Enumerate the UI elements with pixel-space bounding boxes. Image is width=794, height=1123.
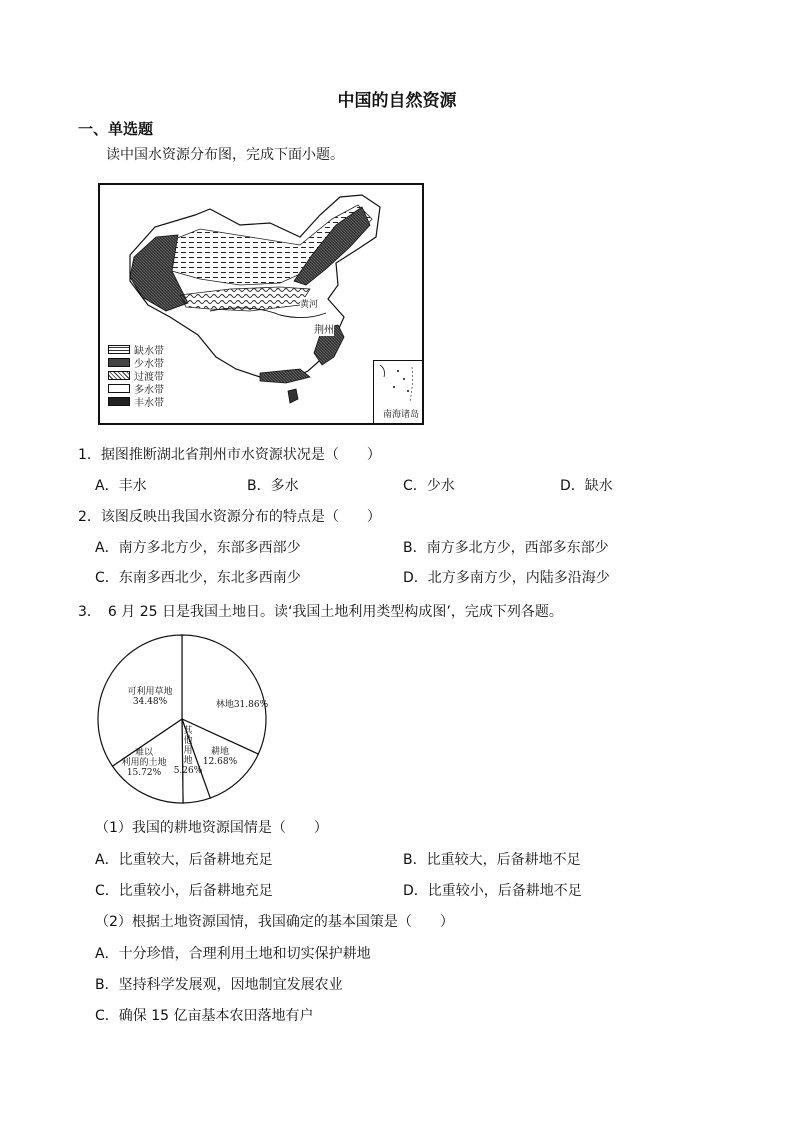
q3-sub1-option-c[interactable]: C．比重较小，后备耕地充足 [95, 883, 273, 899]
q3-sub2-option-c[interactable]: C．确保 15 亿亩基本农田落地有户 [95, 1008, 314, 1024]
legend-swatch-white [108, 384, 130, 393]
section-heading: 一、单选题 [78, 120, 154, 138]
legend-label: 过渡带 [134, 372, 164, 383]
pie-label-1-1: 12.68% [202, 757, 238, 767]
legend-swatch-dark [108, 358, 130, 367]
q1-option-c[interactable]: C．少水 [403, 478, 455, 494]
inset-islands-graphic [374, 361, 420, 405]
q1-option-b[interactable]: B．多水 [247, 478, 299, 494]
pie-label-2-0: 其 [183, 726, 193, 736]
legend-label: 丰水带 [134, 398, 164, 409]
q3-sub2-stem: （2）根据土地资源国情，我国确定的基本国策是（ ） [95, 914, 454, 930]
question-3-stem: 3． 6 月 25 日是我国土地日。读‘我国土地利用类型构成图’，完成下列各题。 [78, 604, 563, 620]
legend-swatch-dash [108, 345, 130, 354]
legend-label: 多水带 [134, 385, 164, 396]
legend-swatch-wave [108, 371, 130, 380]
q3-sub2-option-a[interactable]: A．十分珍惜，合理利用土地和切实保护耕地 [95, 946, 371, 962]
pie-label-1-0: 耕地 [210, 747, 230, 757]
q2-option-b[interactable]: B．南方多北方少，西部多东部少 [403, 540, 609, 556]
inset-label: 南海诸岛 [382, 410, 419, 420]
q3-sub1-option-a[interactable]: A．比重较大，后备耕地充足 [95, 852, 273, 868]
q3-sub1-option-b[interactable]: B．比重较大，后备耕地不足 [403, 852, 581, 868]
question-2-stem: 2．该图反映出我国水资源分布的特点是（ ） [78, 509, 381, 525]
q3-sub1-stem: （1）我国的耕地资源国情是（ ） [95, 820, 328, 836]
pie-label-4-0: 可利用草地 [127, 687, 173, 697]
intro-text: 读中国水资源分布图，完成下面小题。 [106, 147, 344, 163]
pie-label-2-4: 5.26% [173, 766, 203, 776]
pie-label-3-2: 15.72% [126, 768, 162, 778]
south-china-sea-inset [373, 360, 422, 423]
pie-label-2-2: 用 [183, 746, 193, 756]
pie-label-2-3: 地 [183, 756, 193, 766]
q2-option-a[interactable]: A．南方多北方少，东部多西部少 [95, 540, 301, 556]
page-title: 中国的自然资源 [337, 91, 457, 111]
river-label: 黄河 [300, 297, 318, 310]
q3-sub2-option-b[interactable]: B．坚持科学发展观，因地制宜发展农业 [95, 977, 343, 993]
q1-option-d[interactable]: D．缺水 [560, 478, 613, 494]
city-label: 荆州 [314, 321, 334, 336]
pie-label-3-0: 难以 [134, 748, 154, 758]
pie-label-3-1: 利用的土地 [121, 758, 167, 768]
pie-label-4-1: 34.48% [132, 697, 168, 707]
pie-label-0-0: 林地31.86% [215, 700, 269, 710]
land-use-pie-chart [92, 631, 282, 811]
question-1-stem: 1．据图推断湖北省荆州市水资源状况是（ ） [78, 447, 381, 463]
pie-label-2-1: 他 [183, 736, 193, 746]
legend-item-rich [108, 394, 164, 409]
legend-label: 缺水带 [134, 346, 164, 357]
legend-label: 少水带 [134, 359, 164, 370]
q2-option-d[interactable]: D．北方多南方少，内陆多沿海少 [403, 570, 610, 586]
legend-swatch-dense [108, 397, 130, 406]
q2-option-c[interactable]: C．东南多西北少，东北多西南少 [95, 570, 301, 586]
q3-sub1-option-d[interactable]: D．比重较小，后备耕地不足 [403, 883, 582, 899]
q1-option-a[interactable]: A．丰水 [95, 478, 147, 494]
water-resource-map [98, 183, 424, 425]
